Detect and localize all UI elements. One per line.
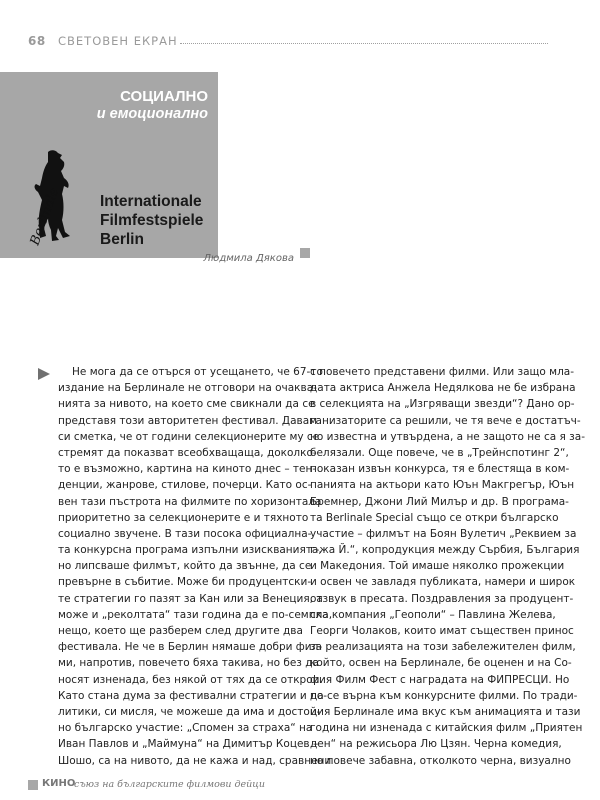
page-number: 68 — [28, 34, 46, 48]
article-title: СОЦИАЛНО — [120, 88, 208, 105]
text-line: Като стана дума за фестивални стратегии и по- — [58, 689, 328, 702]
text-line: превърне в събитие. Може би продуцентски- — [58, 576, 312, 589]
text-line: с повечето представени филми. Или защо мла- — [310, 366, 575, 378]
text-line: ганизаторите са решили, че тя вече е достатъч- — [310, 414, 581, 427]
text-line: ция Берлинале има вкус към анимацията и тази — [310, 705, 581, 718]
text-line: панията на актьори като Юън Макгрегър, Юън — [310, 479, 575, 492]
footer-publisher: съюз на българските филмови дейци — [74, 779, 266, 790]
text-line: отзвук в пресата. Поздравления за продуцент- — [310, 592, 574, 605]
footer-square-icon — [28, 780, 38, 790]
text-line: социално звучене. В тази посока официална- — [58, 527, 312, 540]
berlinale-bear-logo — [18, 144, 80, 256]
text-line: та Berlinale Special също се откри българско — [310, 511, 559, 524]
byline-square-icon — [300, 248, 310, 258]
text-column-right — [310, 364, 585, 769]
text-line: фестивала. Не че в Берлин нямаше добри фил- — [58, 641, 323, 654]
text-line: да се върна към конкурсните филми. По тради- — [310, 689, 578, 702]
text-line: денции, жанрове, стилове, почерци. Като ос- — [58, 479, 312, 492]
text-line: та конкурсна програма изпълни изискванията, — [58, 544, 322, 557]
text-line: нещо, което ще разберем след другите два — [58, 625, 303, 637]
text-line: стремят да показват всеобхващаща, доколко- — [58, 446, 317, 459]
text-line: литики, си мисля, че можеше да има и достой- — [58, 705, 321, 718]
text-line: издание на Берлинале не отговори на очаква- — [58, 382, 317, 395]
text-line: но известна и утвърдена, а не защото не са я за- — [310, 430, 585, 443]
festival-name-line: Internationale — [100, 193, 202, 210]
text-line: година ни изненада с китайския филм „Приятен — [310, 722, 583, 735]
text-line: ска компания „Геополи“ – Павлина Желева, — [310, 608, 556, 621]
text-line: те стратегии го пазят за Кан или за Венеция, а — [58, 592, 323, 605]
festival-name — [100, 192, 203, 249]
text-column-left — [58, 364, 333, 769]
text-line: дата актриса Анжела Недялкова не бе избрана — [310, 382, 576, 395]
text-line: фия Филм Фест с наградата на ФИПРЕСЦИ. Но — [310, 673, 570, 686]
text-line: Шошо, са на нивото, да не кажа и над, сравнени — [58, 754, 332, 767]
text-line: то е възможно, картина на киното днес – тен- — [58, 463, 317, 476]
header-dotted-rule — [180, 43, 548, 44]
author-name: Людмила Дякова — [203, 253, 294, 264]
text-line: вен тази пъстрота на филмите по хоризонтала — [58, 495, 322, 508]
paragraph-arrow-icon — [38, 368, 50, 380]
text-line: може и „реколтата“ тази година да е по-семпла, — [58, 608, 333, 621]
text-line: но липсваше филмът, който да звънне, да се — [58, 560, 312, 573]
text-line: Иван Павлов и „Маймуна“ на Димитър Коцев – — [58, 738, 319, 751]
running-header — [28, 34, 548, 50]
author-byline — [203, 246, 310, 264]
text-line: Бремнер, Джони Лий Милър и др. В програма- — [310, 495, 569, 508]
text-line: ден“ на режисьора Лю Цзян. Черна комедия, — [310, 738, 562, 751]
festival-logo-panel — [0, 126, 218, 258]
text-line: представя този авторитетен фестивал. Давам — [58, 414, 318, 427]
text-line: носят изненада, без някой от тях да се открои. — [58, 673, 323, 686]
text-line: белязали. Още повече, че в „Трейнспотинг 2“, — [310, 446, 569, 459]
text-line: но българско участие: „Спомен за страха“ на — [58, 722, 313, 735]
festival-name-line: Berlin — [100, 231, 144, 248]
text-line: който, освен на Берлинале, бе оценен и на Со- — [310, 657, 572, 670]
text-line: г-жа Й.“, копродукция между Сърбия, България — [310, 544, 580, 557]
article-subtitle: и емоционално — [96, 106, 208, 122]
text-line: ми, напротив, повечето бяха такива, но без да — [58, 657, 319, 670]
festival-name-line: Filmfestspiele — [100, 212, 204, 229]
logo-script-text: Berlinale — [27, 186, 63, 248]
text-line: си сметка, че от години селекционерите му се — [58, 430, 320, 443]
text-line: и освен че завладя публиката, намери и широк — [310, 576, 576, 589]
text-line: и Македония. Той имаше няколко прожекции — [310, 560, 565, 573]
section-title: СВЕТОВЕН ЕКРАН — [58, 34, 178, 48]
text-line: показан извън конкурса, тя е блестяща в ком- — [310, 463, 570, 476]
footer-brand: КИНО — [42, 778, 76, 789]
text-line: нията за нивото, на което сме свикнали да се — [58, 398, 315, 411]
text-line: Георги Чолаков, които имат съществен принос — [310, 625, 574, 637]
text-line: в селекцията на „Изгряващи звезди“? Дано ор- — [310, 398, 575, 411]
text-line: участие – филмът на Боян Вулетич „Реквием за — [310, 527, 577, 540]
text-line: приоритетно за селекционерите е и тяхното — [58, 511, 309, 524]
text-line: Не мога да се отърся от усещането, че 67-то — [72, 366, 323, 378]
text-line: но повече забавна, отколкото черна, визуално — [310, 754, 571, 767]
text-line: за реализацията на този забележителен филм, — [310, 641, 576, 654]
